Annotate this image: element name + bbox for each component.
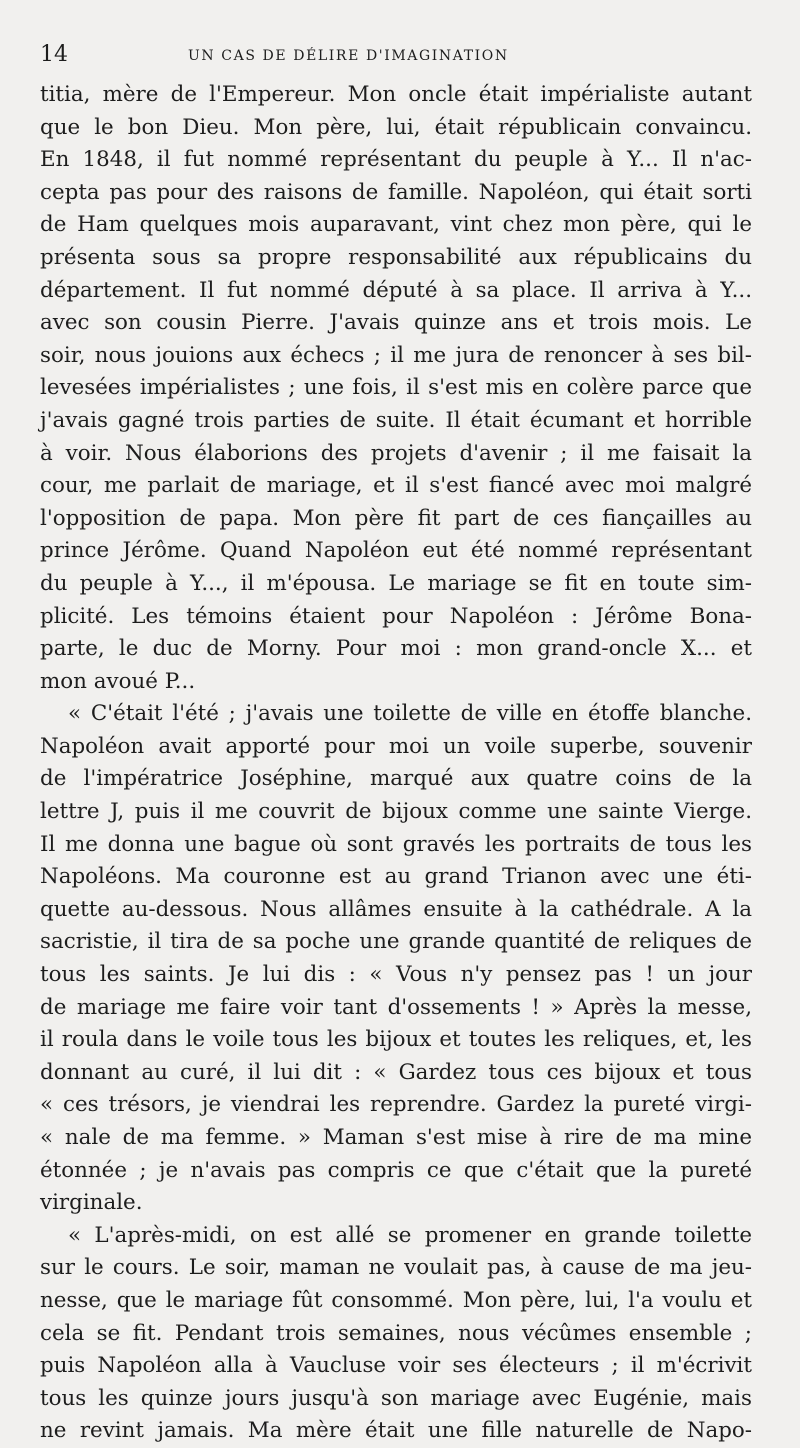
- text-line: Napoléon avait apporté pour moi un voile superbe, souvenir: [40, 733, 752, 759]
- text-line: sacristie, il tira de sa poche une grande quantité de reliques de: [40, 929, 752, 955]
- text-line: « C'était l'été ; j'avais une toilette de ville en étoffe blanche.: [68, 701, 752, 727]
- text-line: sur le cours. Le soir, maman ne voulait pas, à cause de ma jeu-: [40, 1255, 752, 1281]
- text-line: avec son cousin Pierre. J'avais quinze ans et trois mois. Le: [40, 310, 752, 336]
- text-line: En 1848, il fut nommé représentant du peuple à Y... Il n'ac-: [40, 147, 752, 173]
- text-line: titia, mère de l'Empereur. Mon oncle était impérialiste autant: [40, 82, 752, 107]
- text-line: prince Jérôme. Quand Napoléon eut été nommé représentant: [40, 538, 752, 564]
- text-line: à voir. Nous élaborions des projets d'avenir ; il me faisait la: [40, 440, 752, 466]
- text-line: j'avais gagné trois parties de suite. Il était écumant et horrible: [40, 407, 752, 433]
- text-line: « ces trésors, je viendrai les reprendre. Gardez la pureté virgi-: [40, 1092, 752, 1118]
- text-line: mon avoué P...: [40, 668, 196, 694]
- text-line: étonnée ; je n'avais pas compris ce que c'était que la pureté: [40, 1157, 752, 1183]
- text-line: Il me donna une bague où sont gravés les portraits de tous les: [40, 831, 752, 857]
- text-line: virginale.: [40, 1190, 143, 1216]
- text-line: Napoléons. Ma couronne est au grand Trianon avec une éti-: [40, 864, 752, 890]
- text-line: plicité. Les témoins étaient pour Napoléon : Jérôme Bona-: [40, 603, 752, 629]
- text-line: cour, me parlait de mariage, et il s'est fiancé avec moi malgré: [40, 473, 752, 499]
- text-line: cela se fit. Pendant trois semaines, nous vécûmes ensemble ;: [40, 1320, 752, 1346]
- text-line: levesées impérialistes ; une fois, il s'est mis en colère parce que: [40, 375, 752, 401]
- text-line: de l'impératrice Joséphine, marqué aux quatre coins de la: [40, 766, 752, 792]
- text-line: de Ham quelques mois auparavant, vint chez mon père, qui le: [40, 212, 752, 238]
- text-line: que le bon Dieu. Mon père, lui, était républicain convaincu.: [40, 114, 752, 140]
- text-line: parte, le duc de Morny. Pour moi : mon grand-oncle X... et: [40, 636, 752, 662]
- text-line: ne revint jamais. Ma mère était une fille naturelle de Napo-: [40, 1418, 752, 1444]
- text-line: l'opposition de papa. Mon père fit part de ces fiançailles au: [40, 505, 752, 531]
- page-number: 14: [40, 42, 68, 67]
- text-line: présenta sous sa propre responsabilité aux républicains du: [40, 244, 752, 270]
- text-line: lettre J, puis il me couvrit de bijoux comme une sainte Vierge.: [40, 799, 752, 825]
- text-line: du peuple à Y..., il m'épousa. Le mariage se fit en toute sim-: [40, 570, 752, 596]
- text-line: tous les saints. Je lui dis : « Vous n'y pensez pas ! un jour: [40, 962, 752, 988]
- text-line: cepta pas pour des raisons de famille. Napoléon, qui était sorti: [40, 179, 752, 205]
- text-line: « L'après-midi, on est allé se promener en grande toilette: [68, 1222, 752, 1248]
- text-line: puis Napoléon alla à Vaucluse voir ses électeurs ; il m'écrivit: [40, 1353, 752, 1379]
- text-line: tous les quinze jours jusqu'à son mariage avec Eugénie, mais: [40, 1385, 752, 1411]
- text-line: département. Il fut nommé député à sa place. Il arriva à Y...: [40, 277, 752, 303]
- text-line: « nale de ma femme. » Maman s'est mise à rire de ma mine: [40, 1125, 752, 1150]
- body-text: [40, 79, 752, 1448]
- text-line: de mariage me faire voir tant d'ossements ! » Après la messe,: [40, 994, 752, 1020]
- text-line: quette au-dessous. Nous allâmes ensuite à la cathédrale. A la: [40, 896, 752, 922]
- text-line: il roula dans le voile tous les bijoux et toutes les reliques, et, les: [40, 1027, 752, 1053]
- text-line: soir, nous jouions aux échecs ; il me jura de renoncer à ses bil-: [40, 342, 752, 368]
- text-line: donnant au curé, il lui dit : « Gardez tous ces bijoux et tous: [40, 1059, 752, 1085]
- running-title: UN CAS DE DÉLIRE D'IMAGINATION: [188, 48, 509, 64]
- page-header: [40, 40, 752, 70]
- text-line: nesse, que le mariage fût consommé. Mon père, lui, l'a voulu et: [40, 1287, 752, 1313]
